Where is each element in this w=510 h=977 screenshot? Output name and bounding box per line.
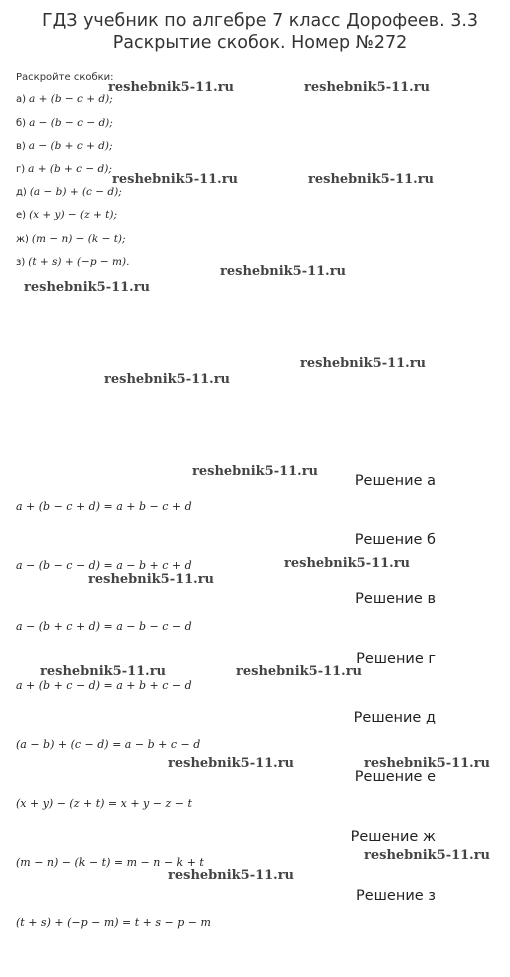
solution-heading-v: Решение в [355,591,436,607]
solution-equation-d: (a − b) + (c − d) = a − b + c − d [16,738,201,751]
task-expression: (m − n) − (k − t); [31,233,126,245]
task-prefix: ж) [16,234,29,245]
watermark: reshebnik5-11.ru [104,372,231,387]
task-prefix: г) [16,164,26,175]
watermark: reshebnik5-11.ru [284,556,411,571]
solution-equation-v: a − (b + c + d) = a − b − c − d [16,620,192,633]
watermark: reshebnik5-11.ru [220,264,347,279]
task-prefix: а) [16,94,27,105]
watermark: reshebnik5-11.ru [168,756,295,771]
solution-heading-z: Решение з [356,888,436,904]
page-title: ГДЗ учебник по алгебре 7 класс Дорофеев. 3.3 Раскрытие скобок. Номер №272 [41,11,479,53]
task-prefix: б) [16,118,27,129]
solution-equation-g: a + (b + c − d) = a + b + c − d [16,679,192,692]
task-expression: a + (b + c − d); [28,163,112,175]
task-prefix: е) [16,210,27,221]
watermark: reshebnik5-11.ru [192,464,319,479]
watermark: reshebnik5-11.ru [300,356,427,371]
watermark: reshebnik5-11.ru [112,172,239,187]
solution-equation-b: a − (b − c − d) = a − b + c + d [16,559,192,572]
watermark: reshebnik5-11.ru [24,280,151,295]
watermark: reshebnik5-11.ru [40,664,167,679]
task-item-d [16,186,122,198]
watermark: reshebnik5-11.ru [308,172,435,187]
solution-heading-zh: Решение ж [350,829,436,845]
solution-heading-b: Решение б [354,532,436,548]
task-item-b [16,117,113,129]
solution-heading-a: Решение а [354,473,436,489]
task-item-v [16,140,113,152]
watermark: reshebnik5-11.ru [304,80,431,95]
task-expression: (x + y) − (z + t); [29,209,118,221]
task-item-z [16,256,129,268]
task-expression: a − (b − c − d); [29,117,113,129]
solution-heading-d: Решение д [353,710,436,726]
task-item-e [16,209,117,221]
watermark: reshebnik5-11.ru [364,756,491,771]
task-intro: Раскройте скобки: [16,72,114,83]
watermark: reshebnik5-11.ru [364,848,491,863]
solution-equation-zh: (m − n) − (k − t) = m − n − k + t [16,856,204,869]
task-expression: a + (b − c + d); [29,93,113,105]
task-prefix: д) [16,187,27,198]
solution-heading-e: Решение е [354,769,436,785]
task-prefix: з) [16,257,26,268]
task-expression: (t + s) + (−p − m). [28,256,130,268]
watermark: reshebnik5-11.ru [88,572,215,587]
solution-equation-z: (t + s) + (−p − m) = t + s − p − m [16,916,211,929]
solution-equation-a: a + (b − c + d) = a + b − c + d [16,500,192,513]
task-item-g [16,163,112,175]
task-prefix: в) [16,141,26,152]
watermark: reshebnik5-11.ru [236,664,363,679]
task-expression: (a − b) + (c − d); [29,186,122,198]
watermark: reshebnik5-11.ru [108,80,235,95]
watermark: reshebnik5-11.ru [168,868,295,883]
task-item-a [16,93,113,105]
solution-heading-g: Решение г [356,651,436,667]
solution-equation-e: (x + y) − (z + t) = x + y − z − t [16,797,192,810]
task-item-zh [16,233,126,245]
task-expression: a − (b + c + d); [28,140,113,152]
